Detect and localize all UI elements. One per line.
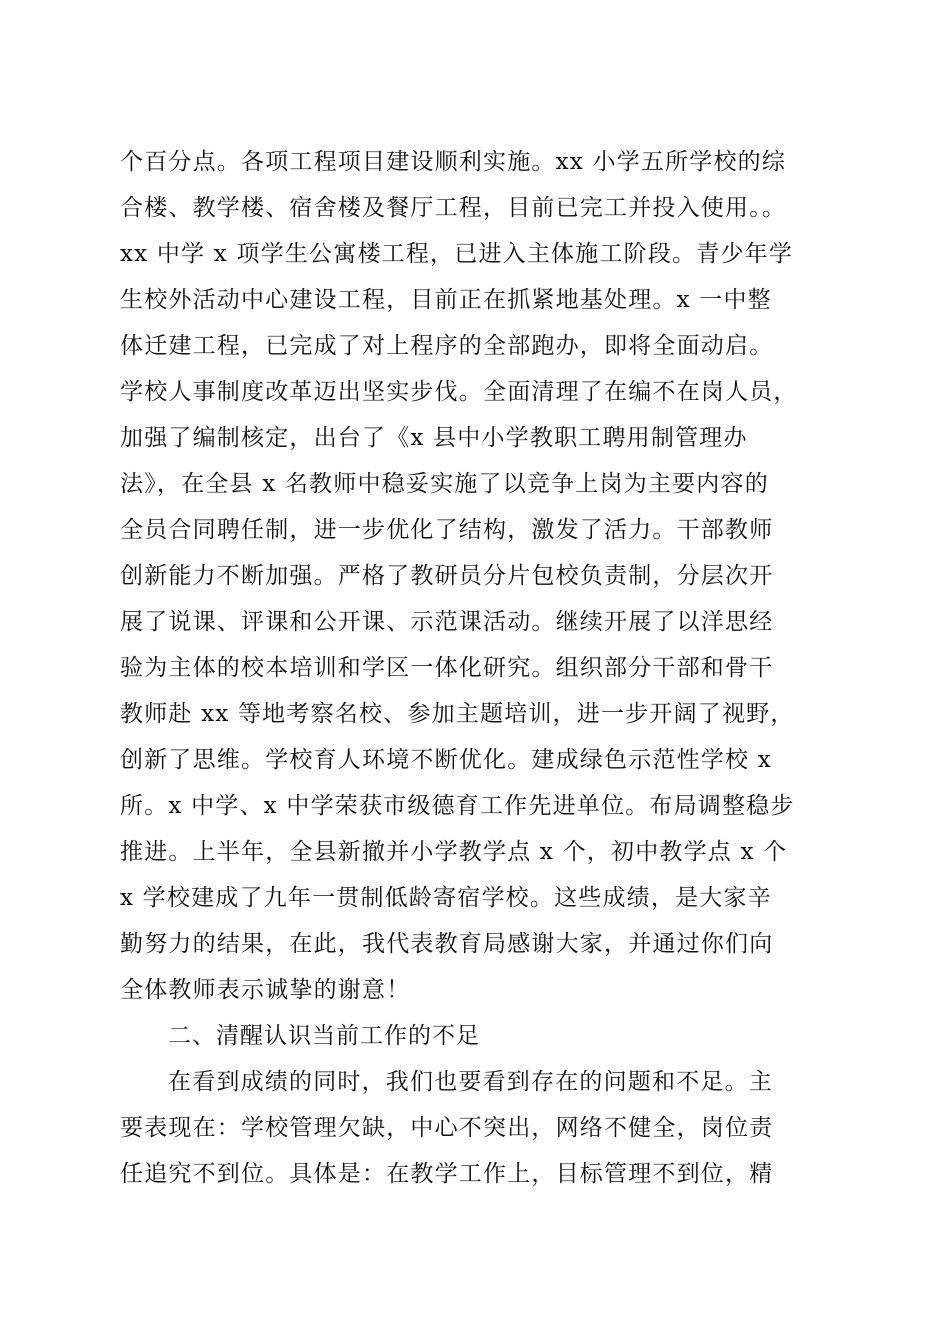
text-line: 要表现在：学校管理欠缺，中心不突出，网络不健全，岗位责 (120, 1115, 774, 1141)
text-line: 法》，在全县 x 名教师中稳妥实施了以竞争上岗为主要内容的 (120, 471, 769, 497)
text-line: 勤努力的结果，在此，我代表教育局感谢大家，并通过你们向 (120, 931, 774, 957)
text-line: 任追究不到位。具体是：在教学工作上，目标管理不到位，精 (120, 1161, 774, 1187)
text-line: xx 中学 x 项学生公寓楼工程，已进入主体施工阶段。青少年学 (120, 241, 794, 267)
text-line: 教师赴 xx 等地考察名校、参加主题培训，进一步开阔了视野， (120, 701, 795, 727)
text-line: 在看到成绩的同时，我们也要看到存在的问题和不足。主 (168, 1069, 773, 1095)
text-line: 验为主体的校本培训和学区一体化研究。组织部分干部和骨干 (120, 655, 774, 681)
text-line: 学校人事制度改革迈出坚实步伐。全面清理了在编不在岗人员， (120, 379, 798, 405)
text-line: 全体教师表示诚挚的谢意！ (120, 977, 411, 1003)
section-heading: 二、清醒认识当前工作的不足 (168, 1023, 480, 1049)
text-line: x 学校建成了九年一贯制低龄寄宿学校。这些成绩，是大家辛 (120, 885, 772, 911)
text-line: 所。x 中学、x 中学荣获市级德育工作先进单位。布局调整稳步 (120, 793, 795, 819)
text-line: 个百分点。各项工程项目建设顺利实施。xx 小学五所学校的综 (120, 149, 787, 175)
text-line: 创新能力不断加强。严格了教研员分片包校负责制，分层次开 (120, 563, 774, 589)
text-line: 创新了思维。学校育人环境不断优化。建成绿色示范性学校 x (120, 747, 772, 773)
text-line: 展了说课、评课和公开课、示范课活动。继续开展了以洋思经 (120, 609, 774, 635)
text-line: 推进。上半年，全县新撤并小学教学点 x 个，初中教学点 x 个 (120, 839, 788, 865)
text-line: 全员合同聘任制，进一步优化了结构，激发了活力。干部教师 (120, 517, 774, 543)
text-line: 生校外活动中心建设工程，目前正在抓紧地基处理。x 一中整 (120, 287, 772, 313)
text-line: 加强了编制核定，出台了《x 县中小学教职工聘用制管理办 (120, 425, 748, 451)
text-line: 体迁建工程，已完成了对上程序的全部跑办，即将全面动启。 (120, 333, 774, 359)
text-line: 合楼、教学楼、宿舍楼及餐厅工程，目前已完工并投入使用。。 (120, 195, 787, 221)
